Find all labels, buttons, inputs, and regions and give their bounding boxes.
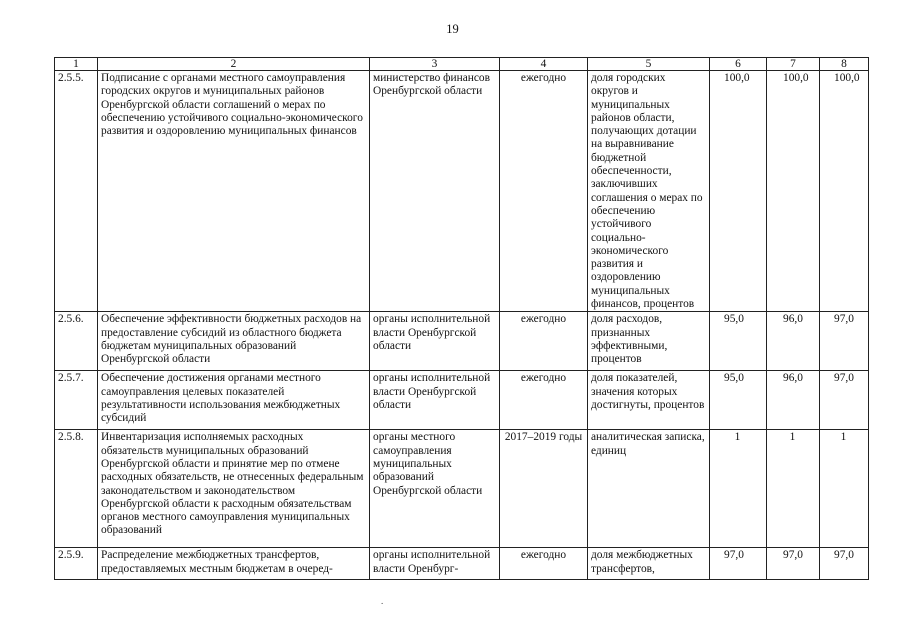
indicator: доля межбюджетных трансфертов, (588, 548, 710, 580)
table-row (55, 312, 869, 371)
column-number-3: 3 (370, 58, 500, 71)
event-description: Распределение межбюджетных трансфертов, предоставляемых местным бюджетам в очеред- (98, 548, 370, 580)
executor: министерство финансов Оренбургской области (370, 71, 500, 312)
value-col-7: 97,0 (767, 548, 820, 580)
value-col-6: 95,0 (710, 371, 767, 430)
value-col-7: 96,0 (767, 371, 820, 430)
row-number: 2.5.7. (55, 371, 98, 430)
row-number: 2.5.5. (55, 71, 98, 312)
table-row (55, 71, 869, 312)
value-col-6: 95,0 (710, 312, 767, 371)
event-description: Обеспечение достижения органами местного самоуправления целевых показателей результативности использования межбюджетных субсидий (98, 371, 370, 430)
column-number-2: 2 (98, 58, 370, 71)
value-col-8: 97,0 (820, 548, 869, 580)
event-description: Обеспечение эффективности бюджетных расходов на предоставление субсидий из областного бюджета бюджетам муниципальных образований Оренбургской области (98, 312, 370, 371)
indicator: доля городских округов и муниципальных районов области, получающих дотации на выравнивание бюджетной обеспеченности, заключивших соглашения о мерах по обеспечению устойчивого социально-экономического развития и оздоровлению муниципальных финансов, процентов (588, 71, 710, 312)
column-number-1: 1 (55, 58, 98, 71)
row-number: 2.5.8. (55, 430, 98, 548)
executor: органы исполнительной власти Оренбургской области (370, 312, 500, 371)
column-number-4: 4 (500, 58, 588, 71)
event-description: Подписание с органами местного самоуправления городских округов и муниципальных районов Оренбургской области соглашений о мерах по обеспечению устойчивого социально-экономического развития и оздоровлению муниципальных финансов (98, 71, 370, 312)
period: ежегодно (500, 371, 588, 430)
row-number: 2.5.6. (55, 312, 98, 371)
value-col-6: 1 (710, 430, 767, 548)
executor: органы исполнительной власти Оренбургской области (370, 371, 500, 430)
page-number: 19 (446, 22, 459, 36)
program-measures-table (54, 57, 869, 580)
value-col-8: 97,0 (820, 312, 869, 371)
column-number-8: 8 (820, 58, 869, 71)
row-number: 2.5.9. (55, 548, 98, 580)
value-col-7: 96,0 (767, 312, 820, 371)
table-row (55, 371, 869, 430)
value-col-6: 100,0 (710, 71, 767, 312)
column-number-5: 5 (588, 58, 710, 71)
column-number-7: 7 (767, 58, 820, 71)
scan-speck: . (381, 596, 384, 606)
period: ежегодно (500, 312, 588, 371)
column-number-6: 6 (710, 58, 767, 71)
value-col-8: 100,0 (820, 71, 869, 312)
value-col-7: 1 (767, 430, 820, 548)
period: 2017–2019 годы (500, 430, 588, 548)
indicator: доля показателей, значения которых достигнуты, процентов (588, 371, 710, 430)
value-col-8: 1 (820, 430, 869, 548)
indicator: аналитическая записка, единиц (588, 430, 710, 548)
table-row (55, 430, 869, 548)
value-col-6: 97,0 (710, 548, 767, 580)
executor: органы исполнительной власти Оренбург- (370, 548, 500, 580)
period: ежегодно (500, 71, 588, 312)
event-description: Инвентаризация исполняемых расходных обязательств муниципальных образований Оренбургской области и принятие мер по отмене расходных обязательств, не отнесенных федеральным законодательством и законодательством Оренбургской области к расходным обязательствам органов местного самоуправления муниципальных образований (98, 430, 370, 548)
table-row (55, 548, 869, 580)
column-number-row (55, 58, 869, 71)
indicator: доля расходов, признанных эффективными, процентов (588, 312, 710, 371)
executor: органы местного самоуправления муниципальных образований Оренбургской области (370, 430, 500, 548)
value-col-7: 100,0 (767, 71, 820, 312)
period: ежегодно (500, 548, 588, 580)
value-col-8: 97,0 (820, 371, 869, 430)
